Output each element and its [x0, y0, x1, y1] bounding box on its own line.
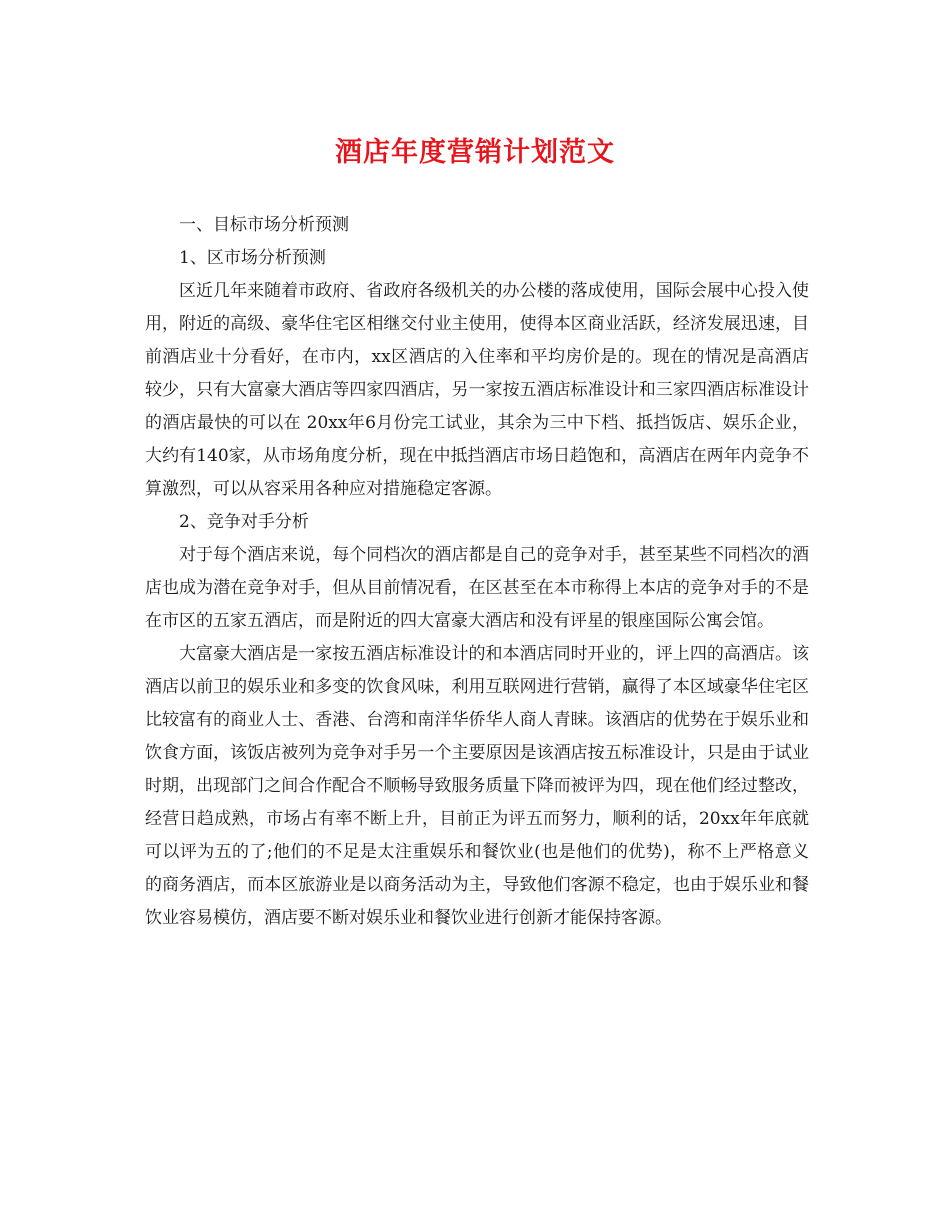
subsection-heading: 1、区市场分析预测 — [179, 248, 326, 268]
subsection-heading: 2、竞争对手分析 — [179, 512, 309, 532]
body-paragraph: 对于每个酒店来说，每个同档次的酒店都是自己的竞争对手，甚至某些不同档次的酒店也成为潜在竞争对手，但从目前情况看，在区甚至在本市称得上本店的竞争对手的不是在市区的五家五酒店，而是附近的四大富豪大酒店和没有评星的银座国际公寓会馆。 — [145, 545, 809, 631]
body-paragraph: 区近几年来随着市政府、省政府各级机关的办公楼的落成使用，国际会展中心投入使用，附近的高级、豪华住宅区相继交付业主使用，使得本区商业活跃，经济发展迅速，目前酒店业十分看好，在市内，xx区酒店的入住率和平均房价是的。现在的情况是高酒店较少，只有大富豪大酒店等四家四酒店，另一家按五酒店标准设计和三家四酒店标准设计的酒店最快的可以在 20xx年6月份完工试业，其余为三中下档、抵挡饭店、娱乐企业，大约有140家，从市场角度分析，现在中抵挡酒店市场日趋饱和，高酒店在两年内竞争不算激烈，可以从容采用各种应对措施稳定客源。 — [145, 281, 809, 499]
document-body — [145, 209, 809, 935]
section-heading: 一、目标市场分析预测 — [179, 215, 349, 235]
document-title: 酒店年度营销计划范文 — [335, 137, 615, 168]
body-paragraph: 大富豪大酒店是一家按五酒店标准设计的和本酒店同时开业的，评上四的高酒店。该酒店以前卫的娱乐业和多变的饮食风味，利用互联网进行营销，赢得了本区域豪华住宅区比较富有的商业人士、香港、台湾和南洋华侨华人商人青睐。该酒店的优势在于娱乐业和饮食方面，该饭店被列为竞争对手另一个主要原因是该酒店按五标准设计，只是由于试业时期，出现部门之间合作配合不顺畅导致服务质量下降而被评为四，现在他们经过整改，经营日趋成熟，市场占有率不断上升，目前正为评五而努力，顺利的话，20xx年年底就可以评为五的了;他们的不足是太注重娱乐和餐饮业(也是他们的优势)，称不上严格意义的商务酒店，而本区旅游业是以商务活动为主，导致他们客源不稳定，也由于娱乐业和餐饮业容易模仿，酒店要不断对娱乐业和餐饮业进行创新才能保持客源。 — [145, 644, 809, 928]
